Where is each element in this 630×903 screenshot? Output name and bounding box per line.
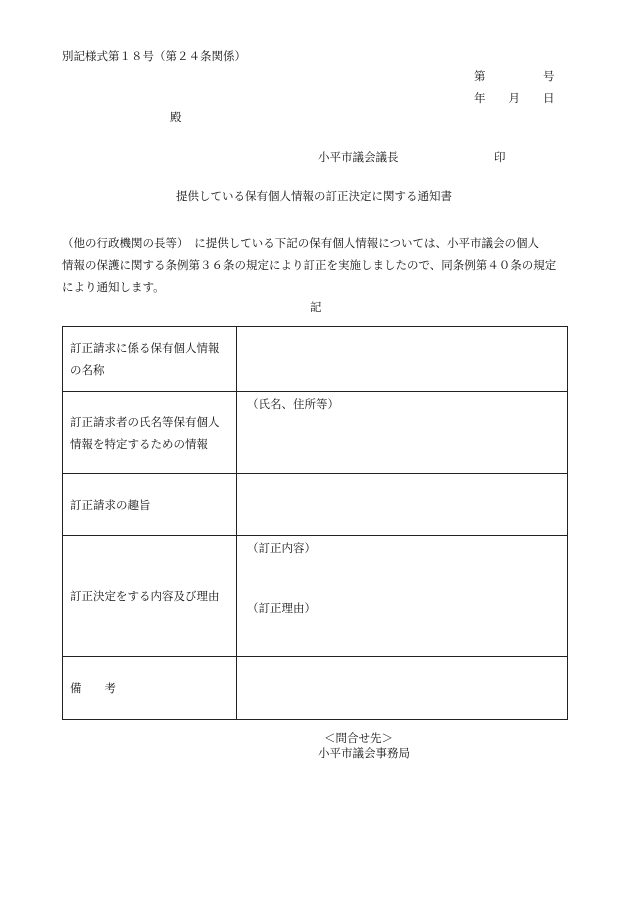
issuer-name: 小平市議会議長 xyxy=(318,150,399,164)
row-label-info-name: 訂正請求に係る保有個人情報 の名称 xyxy=(63,327,237,392)
table-row xyxy=(63,536,568,657)
row-label-requester: 訂正請求者の氏名等保有個人 情報を特定するための情報 xyxy=(63,392,237,474)
addressee-suffix: 殿 xyxy=(170,110,182,124)
ki-heading: 記 xyxy=(310,300,322,314)
row-label-remarks: 備考 xyxy=(63,657,237,720)
row-label-purpose: 訂正請求の趣旨 xyxy=(63,474,237,536)
notice-table xyxy=(62,326,568,720)
document-number: 第 号 xyxy=(474,69,555,83)
document-title: 提供している保有個人情報の訂正決定に関する通知書 xyxy=(176,189,452,203)
correction-content-note: （訂正内容） xyxy=(247,541,316,555)
document-date: 年 月 日 xyxy=(474,91,555,105)
body-line-1: （他の行政機関の長等） に提供している下記の保有個人情報については、小平市議会の個人 xyxy=(62,236,540,250)
table-row xyxy=(63,657,568,720)
table-row xyxy=(63,327,568,392)
contact-office: 小平市議会事務局 xyxy=(318,746,410,760)
row-value-decision xyxy=(237,536,568,657)
body-paragraph xyxy=(62,232,572,298)
body-line-2: 情報の保護に関する条例第３６条の規定により訂正を実施しましたので、同条例第４０条の規定 xyxy=(62,258,557,272)
row-value-purpose xyxy=(237,474,568,536)
table-row xyxy=(63,474,568,536)
row-value-requester xyxy=(237,392,568,474)
table-row xyxy=(63,392,568,474)
row-value-remarks xyxy=(237,657,568,720)
row-value-info-name xyxy=(237,327,568,392)
contact-heading: ＜問合せ先＞ xyxy=(324,731,393,745)
seal-mark: 印 xyxy=(494,150,506,164)
body-line-3: により通知します。 xyxy=(62,280,165,294)
row-label-decision: 訂正決定をする内容及び理由 xyxy=(63,536,237,657)
correction-reason-note: （訂正理由） xyxy=(247,601,316,615)
name-address-note: （氏名、住所等） xyxy=(247,397,339,411)
form-number: 別記様式第１８号（第２４条関係） xyxy=(62,49,246,63)
